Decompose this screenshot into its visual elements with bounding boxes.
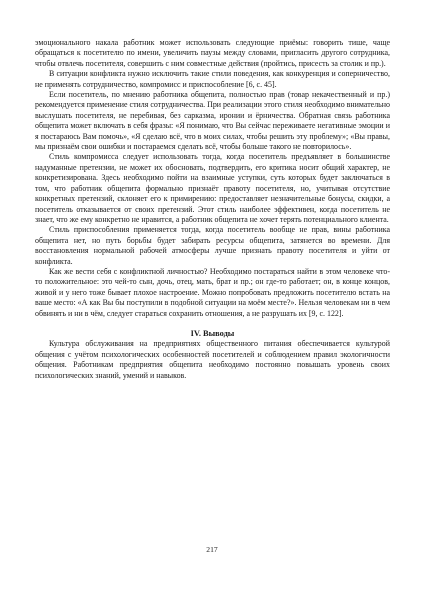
conclusion-paragraph: Культура обслуживания на предприятиях общественного питания обеспечивается культурой общения с учётом психологических особенностей посетителей и соблюдением правил экологичности общения. Работникам предприятия общепита необходимо постоянно повышать уровень своих психологических знаний, умений и навыков.: [35, 339, 390, 380]
document-page: [35, 38, 390, 381]
paragraph-2: В ситуации конфликта нужно исключить такие стили поведения, как конкуренция и соперничество, не применять сотрудничество, компромисс и приспособление [6, с. 45].: [35, 69, 390, 89]
paragraph-6: Как же вести себя с конфликтной личностью? Необходимо постараться найти в этом человеке что-то положительное: это чей-то сын, дочь, отец, мать, брат и пр.; он где-то работает; он, в конце концов, живой и у него тоже бывает плохое настроение. Можно попробовать предложить посетителю встать на ваше место: «А как Вы бы поступили в подобной ситуации на моём месте?». Нельзя человекам ни в чем обвинять и ни в чём, следует стараться сохранить отношения, а не разрушать их [9, с. 122].: [35, 266, 390, 318]
page-number: 217: [206, 545, 218, 554]
paragraph-4: Стиль компромисса следует использовать тогда, когда посетитель предъявляет в большинстве надуманные претензии, не может их обосновать, подтвердить, его критика носит общий характер, не конкретизирована. Здесь необходимо пойти на взаимные уступки, суть которых будет заключаться в том, что работник общепита формально признаёт правоту посетителя, но, учитывая отсутствие конкретных претензий, склоняет его к примирению: предоставляет незначительные бонусы, скидки, а посетитель отказывается от своих претензий. Этот стиль наиболее эффективен, когда посетитель не знает, что же ему конкретно не нравится, а работник общепита не хочет терять потенциального клиента.: [35, 152, 390, 224]
paragraph-5: Стиль приспособления применяется тогда, когда посетитель вообще не прав, вины работника общепита нет, но путь борьбы будет забирать ресурсы общепита, затянется во времени. Для восстановления нормальной рабочей атмосферы лучше признать правоту посетителя и уйти от конфликта.: [35, 225, 390, 266]
section-title: IV. Выводы: [190, 328, 235, 338]
paragraph-1: эмоционального накала работник может использовать следующие приёмы: говорить тише, чаще обращаться к посетителю по имени, увеличить паузы между словами, пригласить другого сотрудника, чтобы отвлечь посетителя, совершить с ним совместные действия (пройтись, присесть за столик и пр.).: [35, 38, 390, 68]
paragraph-3: Если посетитель, по мнению работника общепита, полностью прав (товар некачественный и пр.) рекомендуется применение стиля сотрудничества. При реализации этого стиля необходимо внимательно выслушать посетителя, не перебивая, без сарказма, иронии и ёрничества. Обратная связь работника общепита может включать в себя фразы: «Я понимаю, что Вы сейчас переживаете негативные эмоции и я постараюсь Вам помочь», «Я сделаю всё, что в моих силах, чтобы решить эту проблему»; «Вы правы, мы признаём свои ошибки и постараемся сделать всё, чтобы больше такого не повторилось».: [35, 90, 390, 152]
